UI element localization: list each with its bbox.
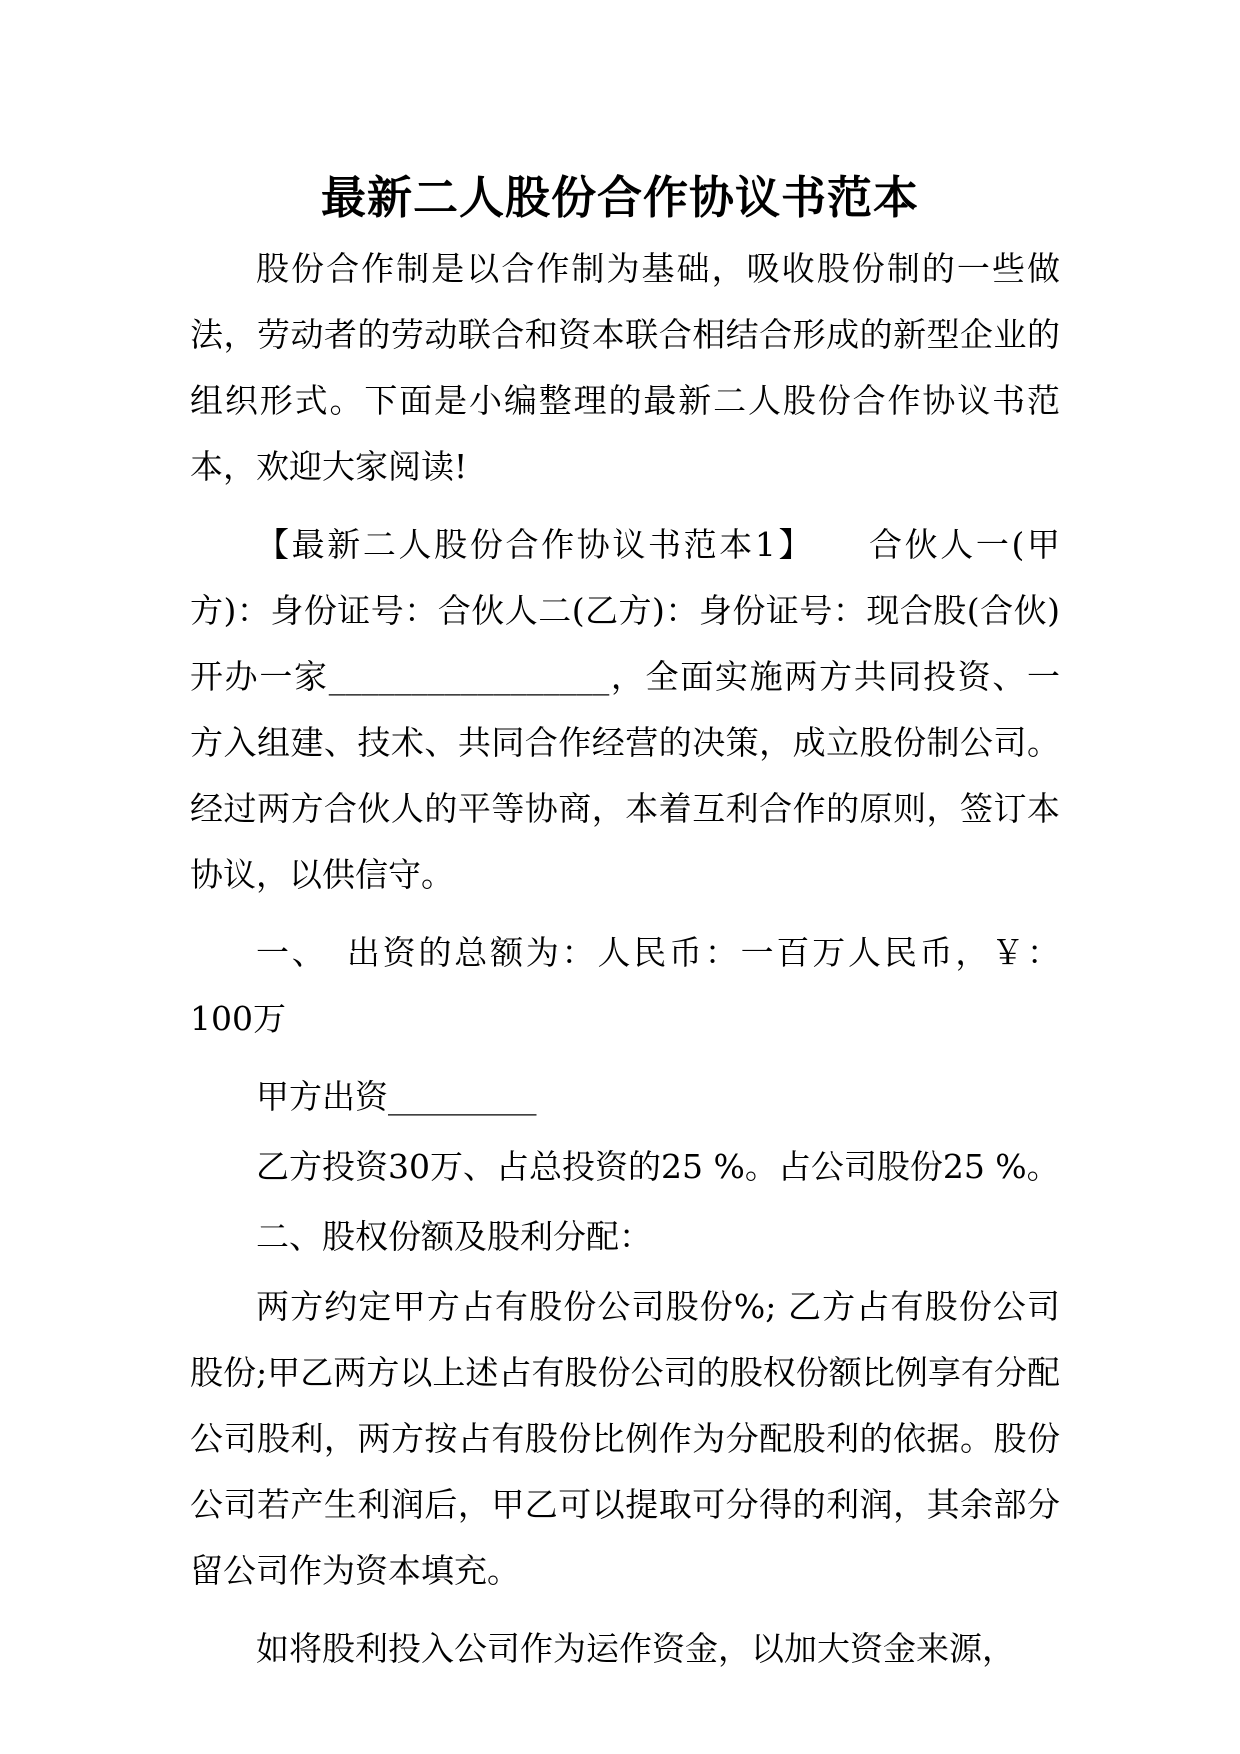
party-b-contribution-line: 乙方投资30万、占总投资的25 %。占公司股份25 %。	[256, 1147, 1060, 1186]
document-body	[190, 236, 1060, 1694]
party-a-contribution-line: 甲方出资_________	[256, 1077, 537, 1116]
agreement-preamble-paragraph: 【最新二人股份合作协议书范本1】 合伙人一(甲方)：身份证号：合伙人二(乙方)：身份证号：现合股(合伙)开办一家_________________，全面实施两方共同投资、一方入组建、技术、共同合作经营的决策，成立股份制公司。经过两方合伙人的平等协商，本着互利合作的原则，签订本协议，以供信守。	[190, 525, 1060, 894]
dividend-paragraph: 两方约定甲方占有股份公司股份%; 乙方占有股份公司股份;甲乙两方以上述占有股份公司的股权份额比例享有分配公司股利，两方按占有股份比例作为分配股利的依据。股份公司若产生利润后，甲乙可以提取可分得的利润，其余部分留公司作为资本填充。	[190, 1287, 1060, 1590]
intro-paragraph: 股份合作制是以合作制为基础，吸收股份制的一些做法，劳动者的劳动联合和资本联合相结合形成的新型企业的组织形式。下面是小编整理的最新二人股份合作协议书范本，欢迎大家阅读!	[190, 249, 1060, 486]
section-two-heading: 二、股权份额及股利分配：	[256, 1217, 652, 1256]
reinvestment-paragraph: 如将股利投入公司作为运作资金，以加大资金来源，	[256, 1629, 1015, 1668]
document-title: 最新二人股份合作协议书范本	[320, 171, 919, 224]
section-one-paragraph: 一、 出资的总额为：人民币：一百万人民币，￥：100万	[190, 933, 1060, 1038]
